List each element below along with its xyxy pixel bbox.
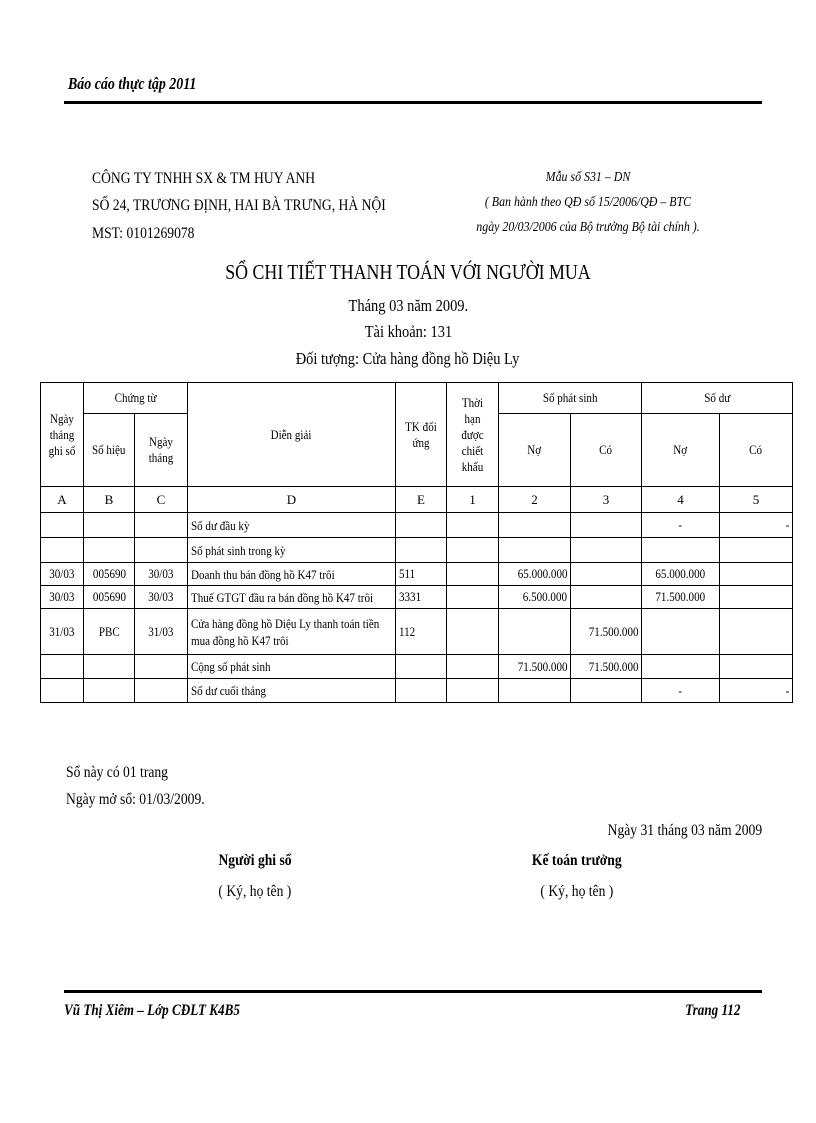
cell-bal-credit [720, 609, 793, 655]
ledger-table [40, 382, 793, 703]
cell-date [41, 538, 84, 563]
cell-credit [571, 538, 642, 563]
cell-date [41, 513, 84, 538]
cell-bal-credit [720, 586, 793, 609]
cell-bal-credit [720, 538, 793, 563]
cell-vdate [135, 655, 188, 679]
cell-bal-debit: - [642, 679, 720, 703]
cell-acct [396, 538, 447, 563]
open-date-note: Ngày mở sổ: 01/03/2009. [66, 791, 205, 808]
cell-no: PBC [84, 609, 135, 655]
cell-vdate [135, 513, 188, 538]
cell-bal-debit [642, 609, 720, 655]
cell-no: 005690 [84, 586, 135, 609]
col-header-voucher-no: Số hiệu [84, 414, 135, 487]
col-header-balance: Số dư [642, 383, 793, 414]
cell-term [447, 679, 499, 703]
cell-no [84, 655, 135, 679]
cell-term [447, 563, 499, 586]
cell-bal-credit: - [720, 513, 793, 538]
cell-acct: 3331 [396, 586, 447, 609]
cell-term [447, 586, 499, 609]
code-cell: A [41, 487, 84, 513]
cell-debit [499, 679, 571, 703]
cell-date: 30/03 [41, 563, 84, 586]
footer-author: Vũ Thị Xiêm – Lớp CĐLT K4B5 [64, 1002, 240, 1019]
cell-desc: Số phát sinh trong kỳ [188, 538, 396, 563]
cell-debit [499, 609, 571, 655]
col-header-discount-term: Thời hạn được chiết khấu [447, 383, 499, 487]
cell-desc: Thuế GTGT đầu ra bán đồng hồ K47 trôi [188, 586, 396, 609]
cell-debit [499, 513, 571, 538]
cell-date [41, 679, 84, 703]
cell-bal-debit [642, 655, 720, 679]
ledger-row [41, 609, 793, 655]
cell-acct [396, 679, 447, 703]
code-cell: 5 [720, 487, 793, 513]
ledger-row [41, 563, 793, 586]
cell-term [447, 538, 499, 563]
col-header-credit: Có [571, 414, 642, 487]
cell-no: 005690 [84, 563, 135, 586]
recorder-title: Người ghi sổ [218, 852, 292, 869]
ledger-row [41, 679, 793, 703]
cell-date [41, 655, 84, 679]
ledger-row [41, 586, 793, 609]
company-name: CÔNG TY TNHH SX & TM HUY ANH [92, 170, 316, 187]
cell-bal-credit [720, 563, 793, 586]
code-cell: E [396, 487, 447, 513]
col-header-arising: Số phát sinh [499, 383, 642, 414]
cell-vdate [135, 679, 188, 703]
cell-desc: Cộng số phát sinh [188, 655, 396, 679]
cell-no [84, 538, 135, 563]
cell-term [447, 609, 499, 655]
code-cell: D [188, 487, 396, 513]
ledger-row [41, 513, 793, 538]
form-number: Mẫu số S31 – DN [545, 170, 631, 185]
code-cell: 1 [447, 487, 499, 513]
cell-acct: 511 [396, 563, 447, 586]
ledger-row [41, 538, 793, 563]
cell-credit: 71.500.000 [571, 609, 642, 655]
cell-acct [396, 513, 447, 538]
cell-bal-debit: 65.000.000 [642, 563, 720, 586]
company-address: SỐ 24, TRƯƠNG ĐỊNH, HAI BÀ TRƯNG, HÀ NỘI [92, 197, 386, 214]
ledger-row [41, 655, 793, 679]
cell-date: 30/03 [41, 586, 84, 609]
document-month: Tháng 03 năm 2009. [348, 296, 468, 315]
cell-debit [499, 538, 571, 563]
cell-debit: 65.000.000 [499, 563, 571, 586]
cell-bal-credit [720, 655, 793, 679]
cell-desc: Cửa hàng đồng hồ Diệu Ly thanh toán tiền mua đồng hồ K47 trôi [188, 609, 396, 655]
cell-debit: 71.500.000 [499, 655, 571, 679]
document-account: Tài khoản: 131 [364, 322, 452, 341]
code-cell: C [135, 487, 188, 513]
code-row [41, 487, 793, 513]
footer-rule [64, 990, 762, 993]
cell-vdate [135, 538, 188, 563]
cell-credit [571, 513, 642, 538]
code-cell: 4 [642, 487, 720, 513]
col-header-date: Ngày tháng ghi sổ [41, 383, 84, 487]
col-header-balance-debit: Nợ [642, 414, 720, 487]
form-date-line: ngày 20/03/2006 của Bộ trưởng Bộ tài chính ). [476, 220, 700, 235]
cell-date: 31/03 [41, 609, 84, 655]
cell-credit [571, 679, 642, 703]
cell-term [447, 513, 499, 538]
cell-bal-debit: - [642, 513, 720, 538]
report-header-title: Báo cáo thực tập 2011 [68, 74, 197, 93]
code-cell: B [84, 487, 135, 513]
cell-no [84, 513, 135, 538]
header-rule [64, 101, 762, 104]
cell-bal-debit: 71.500.000 [642, 586, 720, 609]
recorder-sign-hint: ( Ký, họ tên ) [218, 883, 292, 900]
accountant-title: Kế toán trưởng [532, 852, 622, 869]
cell-no [84, 679, 135, 703]
cell-term [447, 655, 499, 679]
code-cell: 2 [499, 487, 571, 513]
cell-bal-credit: - [720, 679, 793, 703]
document-title: SỔ CHI TIẾT THANH TOÁN VỚI NGƯỜI MUA [225, 260, 591, 284]
cell-credit: 71.500.000 [571, 655, 642, 679]
cell-vdate: 30/03 [135, 586, 188, 609]
col-header-debit: Nợ [499, 414, 571, 487]
col-header-balance-credit: Có [720, 414, 793, 487]
cell-acct [396, 655, 447, 679]
form-decision: ( Ban hành theo QĐ số 15/2006/QĐ – BTC [484, 195, 692, 210]
footer-page: Trang 112 [684, 1002, 740, 1019]
document-subject: Đối tượng: Cửa hàng đồng hồ Diệu Ly [296, 349, 520, 368]
cell-desc: Doanh thu bán đồng hồ K47 trôi [188, 563, 396, 586]
cell-bal-debit [642, 538, 720, 563]
cell-desc: Số dư cuối tháng [188, 679, 396, 703]
code-cell: 3 [571, 487, 642, 513]
accountant-sign-hint: ( Ký, họ tên ) [540, 883, 614, 900]
page-count-note: Sổ này có 01 trang [66, 764, 168, 781]
signature-date: Ngày 31 tháng 03 năm 2009 [607, 822, 763, 839]
cell-vdate: 31/03 [135, 609, 188, 655]
cell-desc: Số dư đầu kỳ [188, 513, 396, 538]
cell-debit: 6.500.000 [499, 586, 571, 609]
cell-credit [571, 563, 642, 586]
col-header-voucher-date: Ngày tháng [135, 414, 188, 487]
cell-credit [571, 586, 642, 609]
col-header-description: Diễn giải [188, 383, 396, 487]
col-header-counter-account: TK đối ứng [396, 383, 447, 487]
company-tax-code: MST: 0101269078 [92, 225, 195, 242]
col-header-voucher: Chứng từ [84, 383, 188, 414]
cell-vdate: 30/03 [135, 563, 188, 586]
cell-acct: 112 [396, 609, 447, 655]
